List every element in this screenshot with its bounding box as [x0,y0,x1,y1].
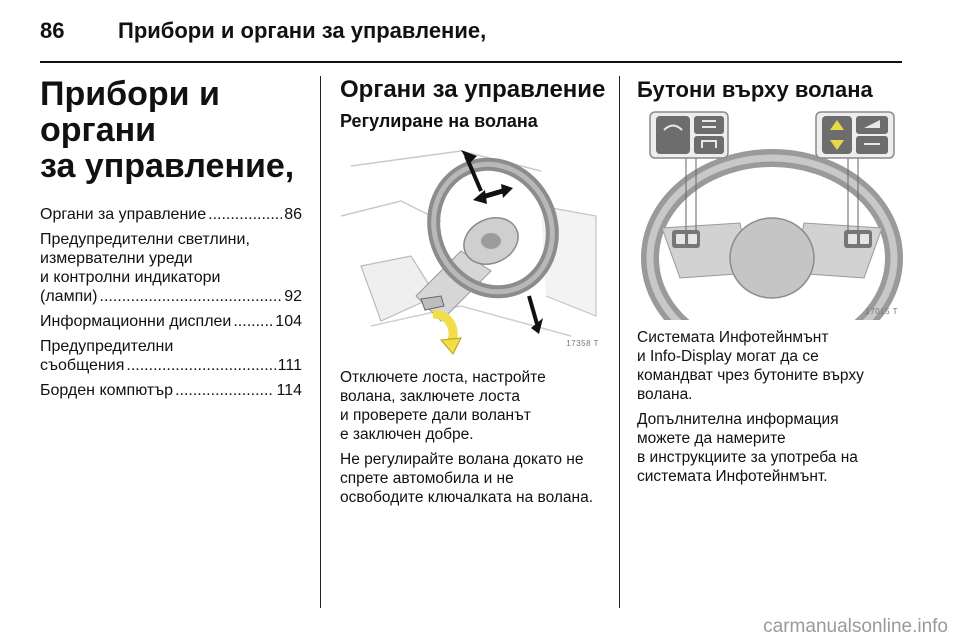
text-line: волана, заключете лоста [340,388,520,405]
header-title: Прибори и органи за управление, [118,18,487,43]
section-heading: Органи за управление [340,76,606,103]
toc-entry-label: съобщения [40,357,125,374]
text-line: командват чрез бутоните върху [637,367,864,384]
text-line: Отключете лоста, настройте [340,369,546,386]
text-line: и Info-Display могат да се [637,348,819,365]
toc-page: 104 [275,313,302,330]
toc-leader-dots [175,381,274,400]
paragraph [340,450,615,507]
steering-buttons-illustration [640,108,904,320]
text-line: можете да намерите [637,430,786,447]
toc-entry-line: Предупредителни светлини, [40,231,250,248]
toc-page: 111 [277,357,302,374]
toc-item[interactable] [40,230,302,306]
toc-entry-row [40,287,302,306]
toc-entry-label: Органи за управление [40,206,207,223]
header-rule [40,61,902,63]
text-line: е заключен добре. [340,426,474,443]
chapter-title-line-1: Прибори и органи [40,75,220,149]
toc-page: 92 [284,288,302,305]
table-of-contents [40,205,302,400]
figure-id: 17358 T [566,339,599,348]
page-number: 86 [40,18,65,43]
toc-leader-dots [208,205,282,224]
toc-item[interactable] [40,337,302,375]
toc-entry-line: Предупредителни [40,338,174,355]
toc-item[interactable] [40,312,302,331]
toc-leader-dots [233,312,273,331]
section-subheading: Регулиране на волана [340,111,538,131]
text-line: освободите ключалката на волана. [340,489,594,506]
text-line: Системата Инфотейнмънт [637,329,829,346]
toc-leader-dots [100,287,283,306]
figure-id: 17015 T [865,307,898,316]
middle-text [340,368,615,513]
right-text [637,328,907,492]
toc-entry-row [40,312,302,331]
toc-entry-label: Борден компютър [40,382,174,399]
toc-page: 86 [284,206,302,223]
text-line: в инструкциите за употреба на [637,449,858,466]
watermark: carmanualsonline.info [763,616,948,637]
toc-entry-line: и контролни индикатори [40,269,221,286]
middle-column [340,76,610,132]
column-divider-left [320,76,321,608]
paragraph [340,368,615,444]
text-line: волана. [637,386,693,403]
column-divider-right [619,76,620,608]
toc-entry-row [40,381,302,400]
paragraph [637,410,907,486]
section-heading: Бутони върху волана [637,77,873,102]
chapter-title-line-2: за управление, [40,147,295,185]
toc-entry-line: измервателни уреди [40,250,193,267]
toc-page: 114 [276,382,302,399]
steering-buttons-figure [640,108,904,320]
left-column [40,76,302,406]
toc-entry-row [40,356,302,375]
toc-leader-dots [126,356,275,375]
chapter-title [40,76,302,184]
toc-entry-label: Информационни дисплеи [40,313,232,330]
toc-item[interactable] [40,205,302,224]
toc-item[interactable] [40,381,302,400]
toc-entry-label: (лампи) [40,288,98,305]
toc-entry-row [40,205,302,224]
right-column [637,76,907,104]
steering-adjust-illustration [341,146,603,356]
text-line: и проверете дали воланът [340,407,531,424]
text-line: системата Инфотейнмънт. [637,468,828,485]
text-line: спрете автомобила и не [340,470,514,487]
text-line: Не регулирайте волана докато не [340,451,584,468]
text-line: Допълнителна информация [637,411,839,428]
paragraph [637,328,907,404]
steering-adjust-figure [341,146,603,356]
